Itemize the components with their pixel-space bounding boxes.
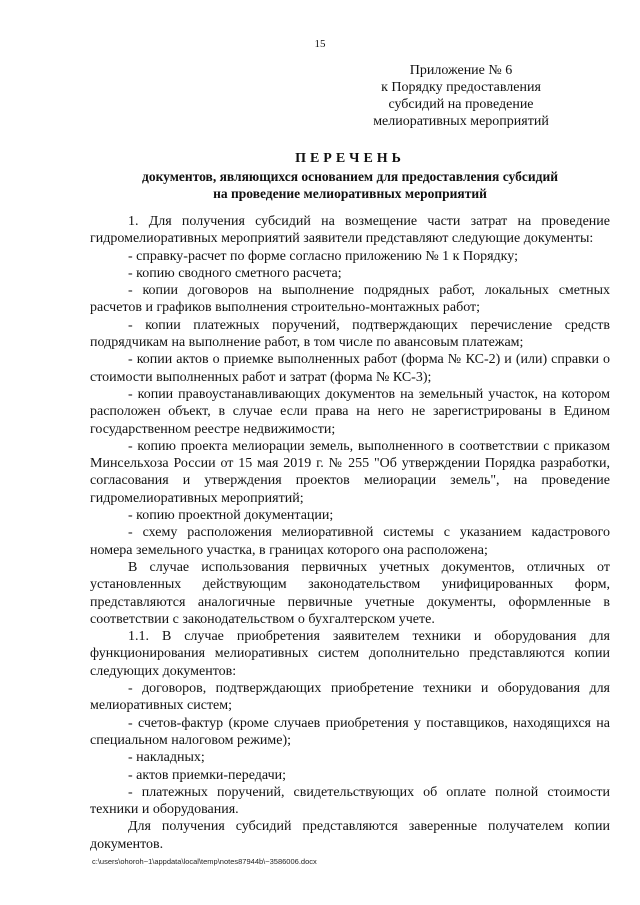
list-item: - схему расположения мелиоративной системы с указанием кадастрового номера земельного участка, в границах которого она расположена; bbox=[90, 525, 610, 558]
appendix-line-3: субсидий на проведение bbox=[388, 97, 534, 112]
paragraph-1-1: 1.1. В случае приобретения заявителем техники и оборудования для функционирования мелиоративных систем дополнительно представляются копии следующих документов: bbox=[90, 629, 610, 679]
list-item: - копию проекта мелиорации земель, выполненного в соответствии с приказом Минсельхоза России от 15 мая 2019 г. № 255 "Об утверждении Порядка разработки, согласования и утверждения проектов мелиорации земель", на проведение гидромелиоративных мероприятий; bbox=[90, 438, 610, 506]
paragraph-1: 1. Для получения субсидий на возмещение части затрат на проведение гидромелиоративных мероприятий заявители представляют следующие документы: bbox=[90, 214, 610, 247]
title-block bbox=[90, 150, 610, 202]
list-item: - копию сводного сметного расчета; bbox=[128, 265, 342, 281]
footer-file-path: c:\users\ohoroh~1\appdata\local\temp\notes87944b\~3586006.docx bbox=[92, 857, 317, 866]
list-item: - копии договоров на выполнение подрядных работ, локальных сметных расчетов и графиков выполнения строительно-монтажных работ; bbox=[90, 283, 610, 316]
list-item: - копии актов о приемке выполненных работ (форма № КС-2) и (или) справки о стоимости выполненных работ и затрат (форма № КС-3); bbox=[90, 352, 610, 385]
appendix-line-2: к Порядку предоставления bbox=[381, 80, 541, 95]
list-item: - копии правоустанавливающих документов на земельный участок, на котором расположен объект, в случае если права на него не зарегистрированы в Едином государственном реестре недвижимости; bbox=[90, 386, 610, 437]
appendix-block bbox=[341, 62, 581, 130]
list-item: - актов приемки-передачи; bbox=[128, 767, 286, 783]
body-text bbox=[90, 213, 610, 853]
document-subtitle-2: на проведение мелиоративных мероприятий bbox=[213, 186, 487, 201]
document-heading: ПЕРЕЧЕНЬ bbox=[295, 151, 405, 166]
appendix-line-1: Приложение № 6 bbox=[409, 63, 513, 78]
document-subtitle-1: документов, являющихся основанием для предоставления субсидий bbox=[141, 169, 559, 184]
list-item: - накладных; bbox=[128, 750, 205, 766]
appendix-line-4: мелиоративных мероприятий bbox=[373, 114, 549, 129]
page-number: 15 bbox=[314, 38, 326, 50]
list-item: - копии платежных поручений, подтверждающих перечисление средств подрядчикам на выполнение работ, в том числе по авансовым платежам; bbox=[90, 317, 610, 351]
list-item: - платежных поручений, свидетельствующих об оплате полной стоимости техники и оборудования. bbox=[90, 784, 610, 818]
paragraph-primary-documents: В случае использования первичных учетных документов, отличных от установленных действующим законодательством унифицированных форм, представляются аналогичные первичные учетные документы, оформленные в соответствии с законодательством о бухгалтерском учете. bbox=[90, 559, 610, 627]
list-item: - договоров, подтверждающих приобретение техники и оборудования для мелиоративных систем; bbox=[90, 681, 610, 714]
list-item: - счетов-фактур (кроме случаев приобретения у поставщиков, находящихся на специальном налоговом режиме); bbox=[90, 715, 610, 748]
list-item: - копию проектной документации; bbox=[128, 508, 334, 524]
paragraph-certified-copies: Для получения субсидий представляются заверенные получателем копии документов. bbox=[90, 819, 610, 852]
list-item: - справку-расчет по форме согласно приложению № 1 к Порядку; bbox=[128, 248, 518, 264]
